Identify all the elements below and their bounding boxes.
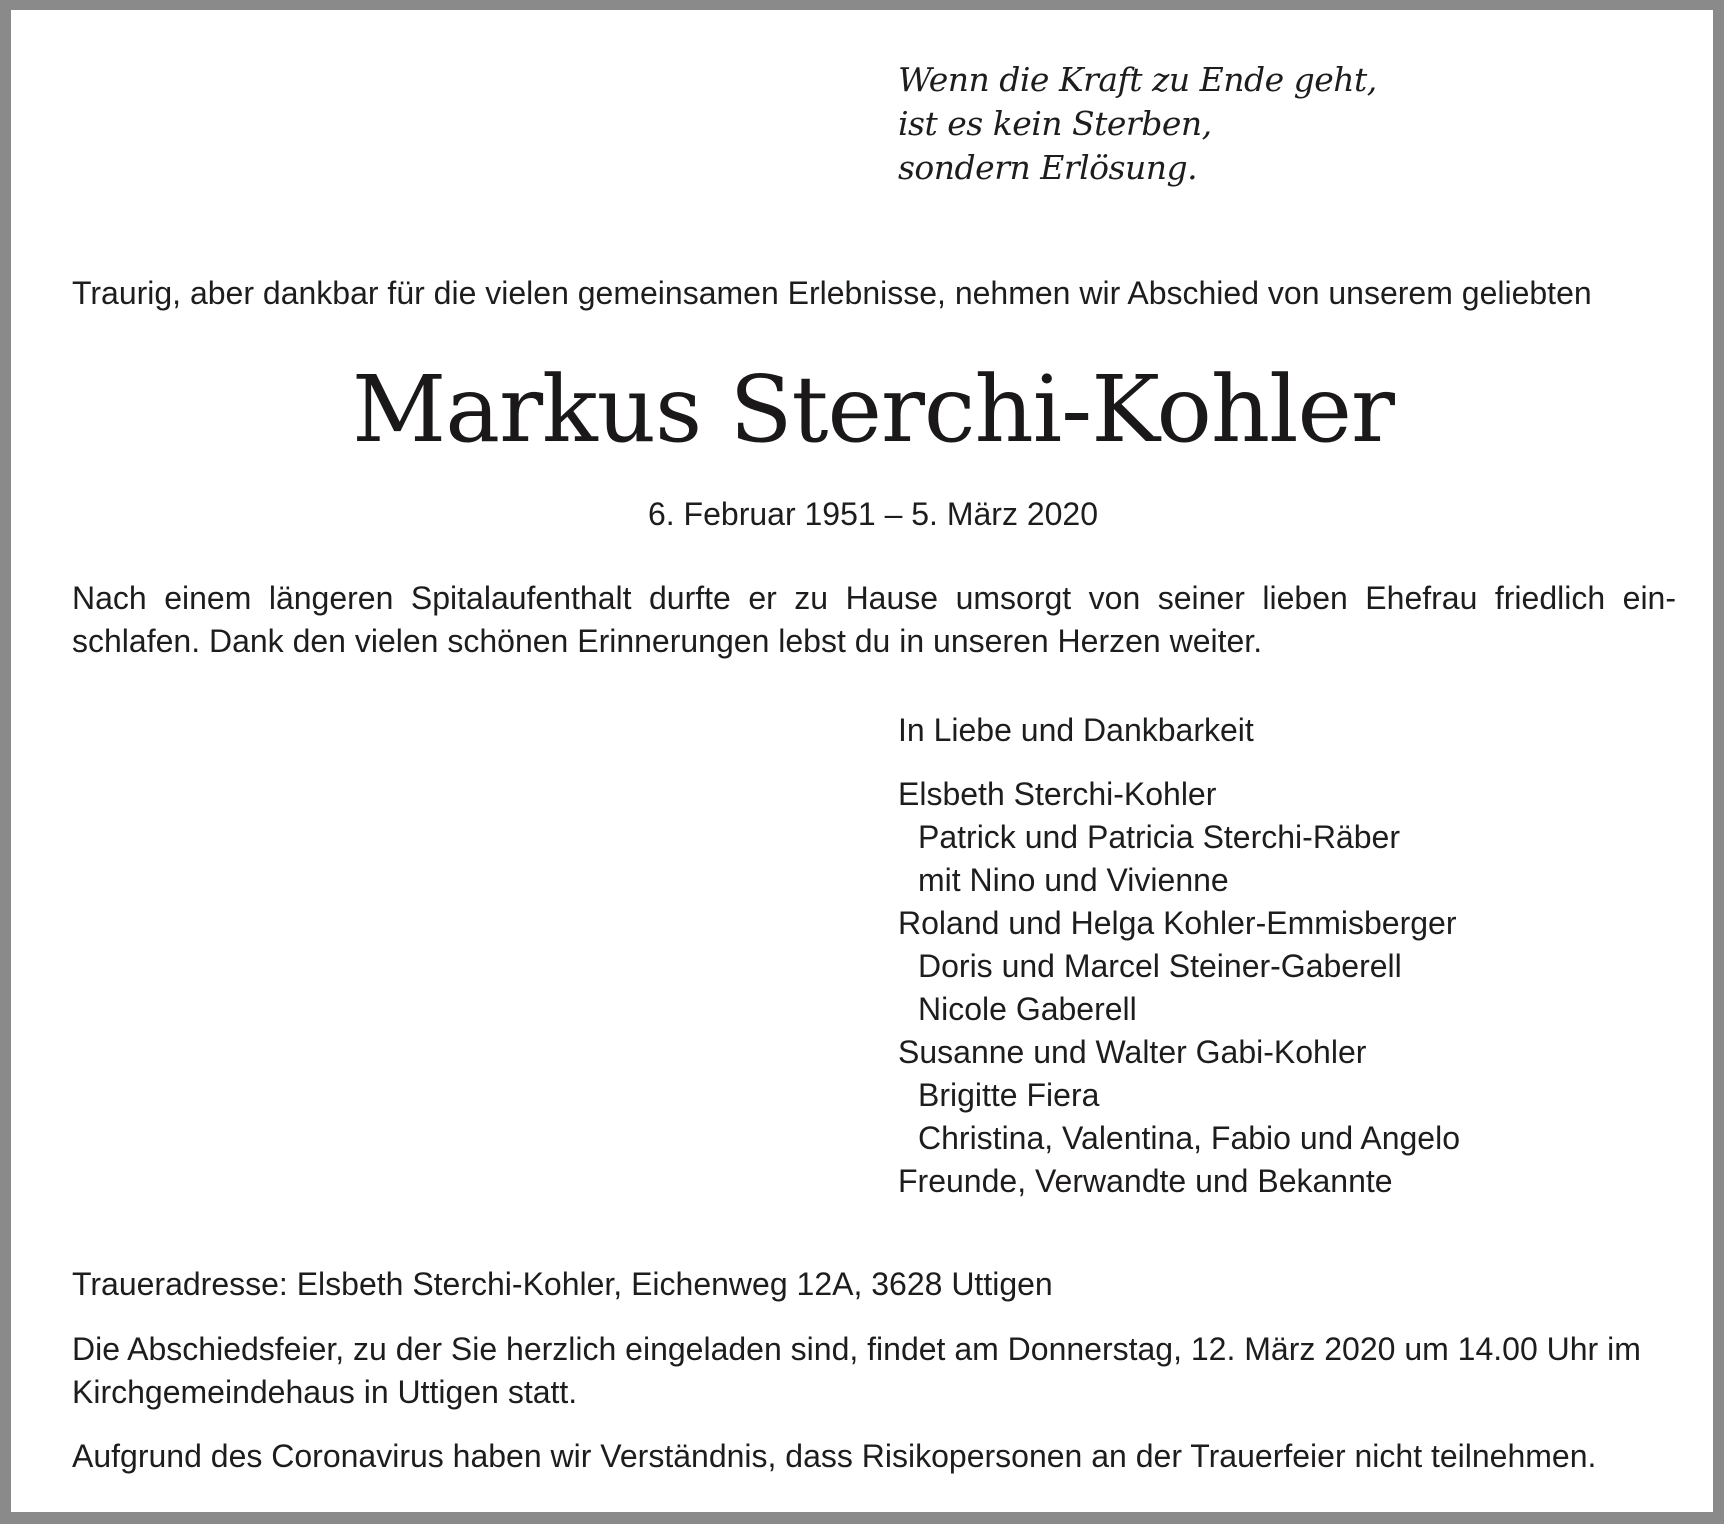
mourner-name: Susanne und Walter Gabi-Kohler: [898, 1034, 1367, 1070]
mourner-name: Freunde, Verwandte und Bekannte: [898, 1163, 1393, 1199]
ceremony-info: [72, 1328, 1641, 1414]
deceased-name: Markus Sterchi-Kohler: [352, 356, 1394, 463]
paragraph-line: schlafen. Dank den vielen schönen Erinnerungen lebst du in unseren Herzen weiter.: [72, 623, 1263, 659]
mourner-name: Doris und Marcel Steiner-Gaberell: [918, 948, 1402, 984]
life-dates: 6. Februar 1951 – 5. März 2020: [647, 496, 1099, 532]
motto-line: Wenn die Kraft zu Ende geht,: [898, 60, 1377, 99]
motto-line: ist es kein Sterben,: [898, 104, 1212, 143]
mourners-list: [898, 773, 1460, 1203]
motto-line: sondern Erlösung.: [898, 148, 1198, 187]
mourner-name: Elsbeth Sterchi-Kohler: [898, 776, 1217, 812]
mourning-address: Traueradresse: Elsbeth Sterchi-Kohler, Eichenweg 12A, 3628 Uttigen: [72, 1266, 1053, 1302]
mourner-name: Roland und Helga Kohler-Emmisberger: [898, 905, 1457, 941]
ceremony-line: Kirchgemeindehaus in Uttigen statt.: [72, 1374, 578, 1410]
mourner-name: Nicole Gaberell: [918, 991, 1137, 1027]
ceremony-line: Die Abschiedsfeier, zu der Sie herzlich eingeladen sind, findet am Donnerstag, 12. März 2020 um 14.00 Uhr im: [72, 1331, 1641, 1367]
signoff: In Liebe und Dankbarkeit: [898, 712, 1254, 748]
farewell-paragraph: [72, 577, 1676, 663]
motto-verse: [898, 58, 1377, 190]
mourner-name: Brigitte Fiera: [918, 1077, 1100, 1113]
mourner-name: mit Nino und Vivienne: [918, 862, 1229, 898]
intro-text: Traurig, aber dankbar für die vielen gemeinsamen Erlebnisse, nehmen wir Abschied von unserem geliebten: [72, 275, 1592, 311]
coronavirus-notice: Aufgrund des Coronavirus haben wir Verständnis, dass Risikopersonen an der Trauerfeier nicht teilnehmen.: [72, 1438, 1597, 1474]
mourner-name: Patrick und Patricia Sterchi-Räber: [918, 819, 1400, 855]
mourner-name: Christina, Valentina, Fabio und Angelo: [918, 1120, 1460, 1156]
paragraph-line: Nach einem längeren Spitalaufenthalt durfte er zu Hause umsorgt von seiner lieben Ehefrau friedlich ein-: [72, 580, 1676, 616]
